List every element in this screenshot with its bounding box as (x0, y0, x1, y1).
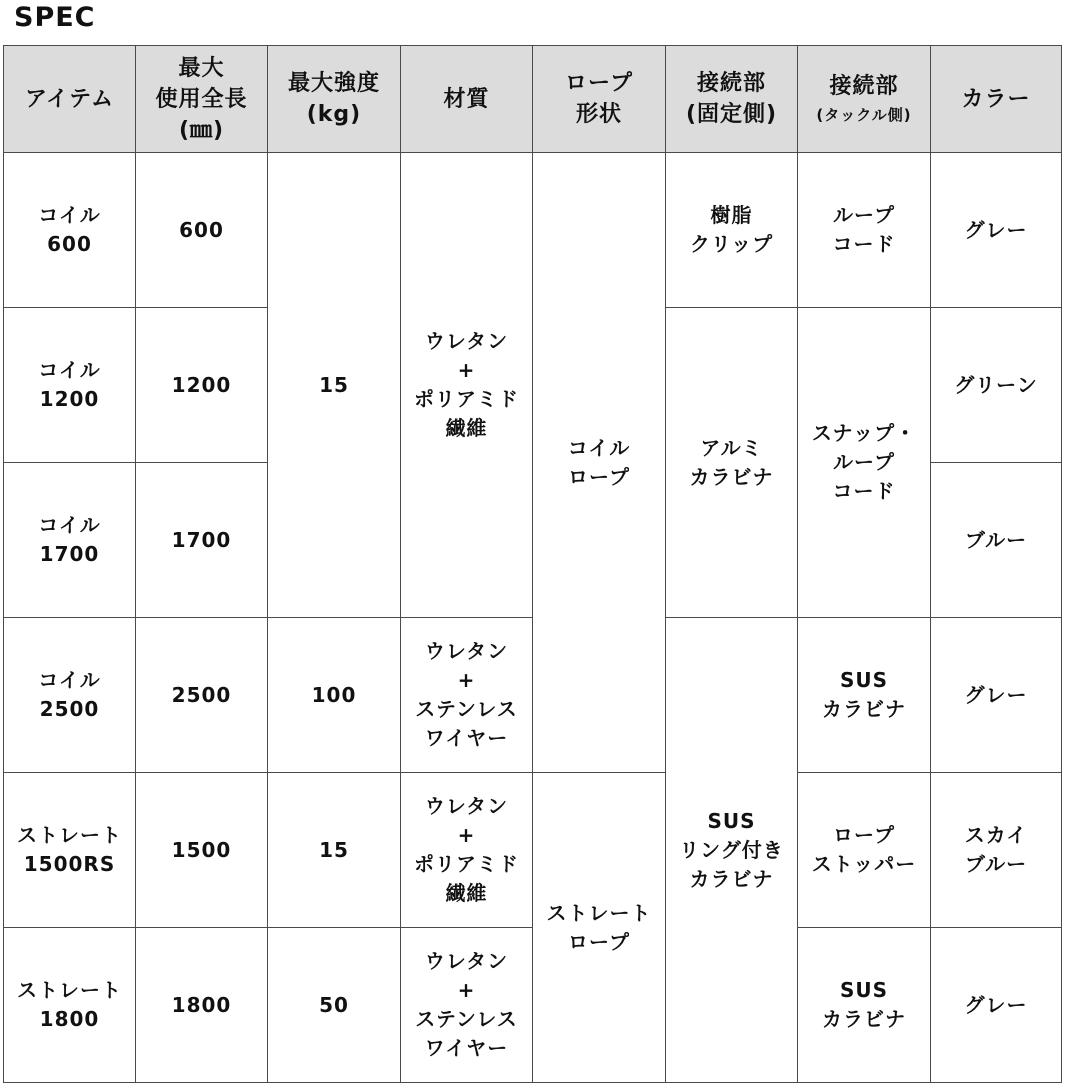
cell-conn-fixed: SUS リング付き カラビナ (666, 618, 798, 1083)
cell-length: 1200 (136, 308, 268, 463)
cell-rope-shape: ストレート ロープ (533, 773, 666, 1083)
cell-item: コイル 600 (4, 153, 136, 308)
cell-item: ストレート 1800 (4, 928, 136, 1083)
header-rope-shape: ロープ 形状 (533, 46, 666, 153)
cell-strength: 15 (268, 773, 401, 928)
header-conn-fixed: 接続部 (固定側) (666, 46, 798, 153)
cell-length: 1700 (136, 463, 268, 618)
table-row (4, 773, 1062, 928)
header-material: 材質 (401, 46, 533, 153)
cell-color: スカイ ブルー (931, 773, 1062, 928)
cell-conn-tackle: ループ コード (798, 153, 931, 308)
header-conn-tackle (798, 46, 931, 153)
cell-item: コイル 1700 (4, 463, 136, 618)
cell-conn-tackle: ロープ ストッパー (798, 773, 931, 928)
header-item: アイテム (4, 46, 136, 153)
header-conn-tackle-main: 接続部 (829, 73, 899, 99)
cell-length: 2500 (136, 618, 268, 773)
cell-material: ウレタン + ステンレス ワイヤー (401, 928, 533, 1083)
cell-item: コイル 1200 (4, 308, 136, 463)
cell-rope-shape: コイル ロープ (533, 153, 666, 773)
cell-conn-fixed: アルミ カラビナ (666, 308, 798, 618)
header-length: 最大 使用全長 (㎜) (136, 46, 268, 153)
cell-color: グリーン (931, 308, 1062, 463)
cell-conn-tackle: SUS カラビナ (798, 928, 931, 1083)
cell-color: グレー (931, 618, 1062, 773)
header-color: カラー (931, 46, 1062, 153)
cell-length: 600 (136, 153, 268, 308)
cell-color: グレー (931, 153, 1062, 308)
cell-material: ウレタン + ポリアミド 繊維 (401, 773, 533, 928)
header-row (4, 46, 1062, 153)
cell-conn-fixed: 樹脂 クリップ (666, 153, 798, 308)
cell-length: 1500 (136, 773, 268, 928)
cell-material: ウレタン + ポリアミド 繊維 (401, 153, 533, 618)
cell-strength: 100 (268, 618, 401, 773)
cell-item: コイル 2500 (4, 618, 136, 773)
cell-color: グレー (931, 928, 1062, 1083)
header-strength: 最大強度 (kg) (268, 46, 401, 153)
cell-length: 1800 (136, 928, 268, 1083)
cell-strength: 15 (268, 153, 401, 618)
cell-material: ウレタン + ステンレス ワイヤー (401, 618, 533, 773)
cell-item: ストレート 1500RS (4, 773, 136, 928)
cell-strength: 50 (268, 928, 401, 1083)
section-title: SPEC (14, 2, 96, 33)
cell-conn-tackle: SUS カラビナ (798, 618, 931, 773)
header-conn-tackle-sub: (タックル側) (816, 105, 912, 124)
spec-table (3, 45, 1062, 1083)
cell-color: ブルー (931, 463, 1062, 618)
cell-conn-tackle: スナップ・ ループ コード (798, 308, 931, 618)
table-row (4, 153, 1062, 308)
